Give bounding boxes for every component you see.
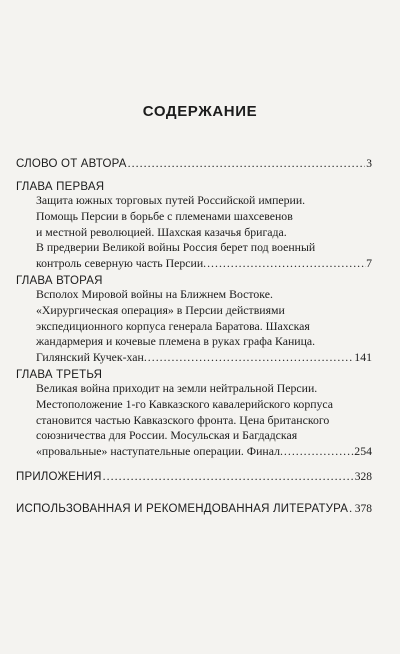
- chapter-1-page: 7: [366, 256, 372, 271]
- chapter-2-heading: ГЛАВА ВТОРАЯ: [16, 275, 103, 287]
- toc-entry-chapter-3: [16, 369, 372, 460]
- chapter-1-line: Помощь Персии в борьбе с племенами шахсевенов: [36, 208, 293, 223]
- toc-entry-chapter-1: [16, 181, 372, 272]
- leader-dots: [103, 469, 354, 484]
- leader-dots: [144, 350, 354, 366]
- chapter-2-line: «Хирургическая операция» в Персии действиями: [36, 302, 285, 317]
- chapter-3-line: становится частью Кавказского фронта. Цена британского: [36, 412, 330, 427]
- toc-author-page: 3: [366, 158, 372, 170]
- toc-appendix-label: ПРИЛОЖЕНИЯ: [16, 471, 102, 483]
- chapter-2-line: экспедиционного корпуса генерала Баратова. Шахская: [36, 318, 310, 333]
- chapter-3-description: [16, 381, 372, 460]
- leader-dots: [203, 256, 366, 272]
- toc-author-label: СЛОВО ОТ АВТОРА: [16, 158, 127, 170]
- toc-appendix-page: 328: [354, 471, 372, 483]
- toc-entry-author: [16, 156, 372, 171]
- chapter-1-heading: ГЛАВА ПЕРВАЯ: [16, 181, 105, 193]
- chapter-3-heading: ГЛАВА ТРЕТЬЯ: [16, 369, 103, 381]
- chapter-2-line: жандармерия и кочевые племена в руках графа Каница.: [36, 334, 316, 349]
- toc-literature-page: 378: [354, 503, 372, 515]
- chapter-1-line: и местной революцией. Шахская казачья бригада.: [36, 224, 287, 239]
- toc-entry-appendix: [16, 469, 372, 484]
- chapter-2-line: Гилянский Кучек-хан: [36, 350, 144, 365]
- chapter-1-line: Защита южных торговых путей Российской империи.: [36, 193, 306, 207]
- chapter-1-description: [16, 193, 372, 272]
- leader-dots: [128, 156, 366, 171]
- chapter-1-line: В предверии Великой войны Россия берет под военный: [36, 240, 316, 255]
- chapter-2-line: Всполох Мировой войны на Ближнем Востоке.: [36, 287, 273, 301]
- leader-dots: [349, 501, 354, 516]
- toc-literature-label: ИСПОЛЬЗОВАННАЯ И РЕКОМЕНДОВАННАЯ ЛИТЕРАТУРА: [16, 503, 349, 515]
- leader-dots: [280, 444, 354, 460]
- chapter-3-line: «провальные» наступательные операции. Финал: [36, 444, 280, 459]
- toc-entry-chapter-2: [16, 275, 372, 366]
- chapter-3-line: Местоположение 1-го Кавказского кавалерийского корпуса: [36, 396, 334, 411]
- chapter-3-page: 254: [354, 444, 372, 459]
- chapter-2-description: [16, 287, 372, 366]
- chapter-2-page: 141: [354, 350, 372, 365]
- chapter-3-line: Великая война приходит на земли нейтральной Персии.: [36, 381, 318, 395]
- page-title: СОДЕРЖАНИЕ: [142, 103, 258, 120]
- chapter-3-line: союзничества для России. Мосульская и Багдадская: [36, 428, 298, 443]
- chapter-1-line: контроль северную часть Персии: [36, 256, 204, 271]
- toc-entry-literature: [16, 501, 372, 516]
